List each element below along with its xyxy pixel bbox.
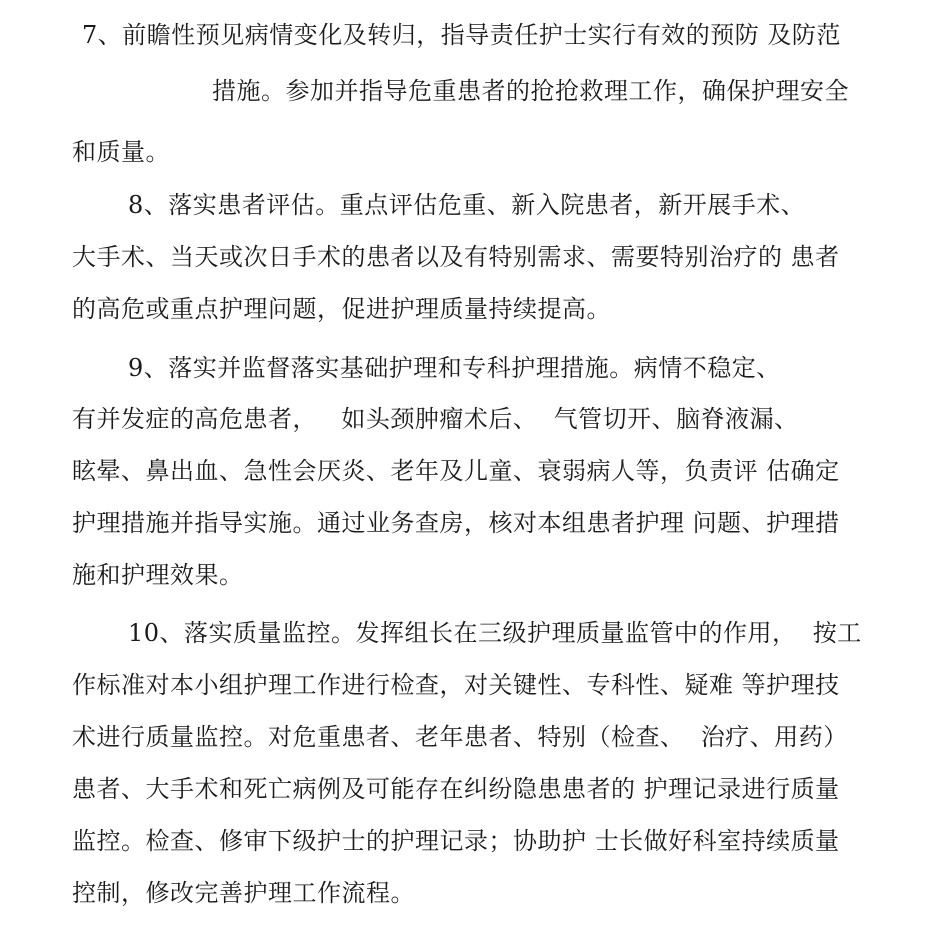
text-line-item8-3: 的高危或重点护理问题，促进护理质量持续提高。	[72, 295, 611, 323]
text-line-item7-1: 7、前瞻性预见病情变化及转归，指导责任护士实行有效的预防 及防范	[82, 21, 841, 49]
text-line-item10-3: 术进行质量监控。对危重患者、老年患者、特别（检查、 治疗、用药）	[72, 723, 848, 751]
text-line-item9-3: 眩晕、鼻出血、急性会厌炎、老年及儿童、衰弱病人等，负责评 估确定	[72, 457, 840, 485]
text-line-item7-2: 措施。参加并指导危重患者的抢抢救理工作，确保护理安全	[212, 77, 849, 105]
text-line-item8-1: 8、落实患者评估。重点评估危重、新入院患者，新开展手术、	[128, 191, 806, 219]
text-line-item9-1: 9、落实并监督落实基础护理和专科护理措施。病情不稳定、	[128, 354, 781, 382]
text-line-item9-4: 护理措施并指导实施。通过业务查房，核对本组患者护理 问题、护理措	[72, 509, 840, 537]
text-line-item10-2: 作标准对本小组护理工作进行检查，对关键性、专科性、疑难 等护理技	[72, 671, 840, 699]
text-line-item8-2: 大手术、当天或次日手术的患者以及有特别需求、需要特别治疗的 患者	[72, 243, 840, 271]
text-line-item10-5: 监控。检查、修审下级护士的护理记录；协助护 士长做好科室持续质量	[72, 827, 840, 855]
text-line-item9-2: 有并发症的高危患者， 如头颈肿瘤术后、 气管切开、脑脊液漏、	[72, 405, 799, 433]
text-line-item10-6: 控制，修改完善护理工作流程。	[72, 879, 415, 907]
text-line-item10-4: 患者、大手术和死亡病例及可能存在纠纷隐患患者的 护理记录进行质量	[72, 775, 840, 803]
text-line-item7-3: 和质量。	[72, 138, 170, 166]
text-line-item10-1: 10、落实质量监控。发挥组长在三级护理质量监管中的作用， 按工	[128, 619, 862, 647]
text-line-item9-5: 施和护理效果。	[72, 561, 244, 589]
